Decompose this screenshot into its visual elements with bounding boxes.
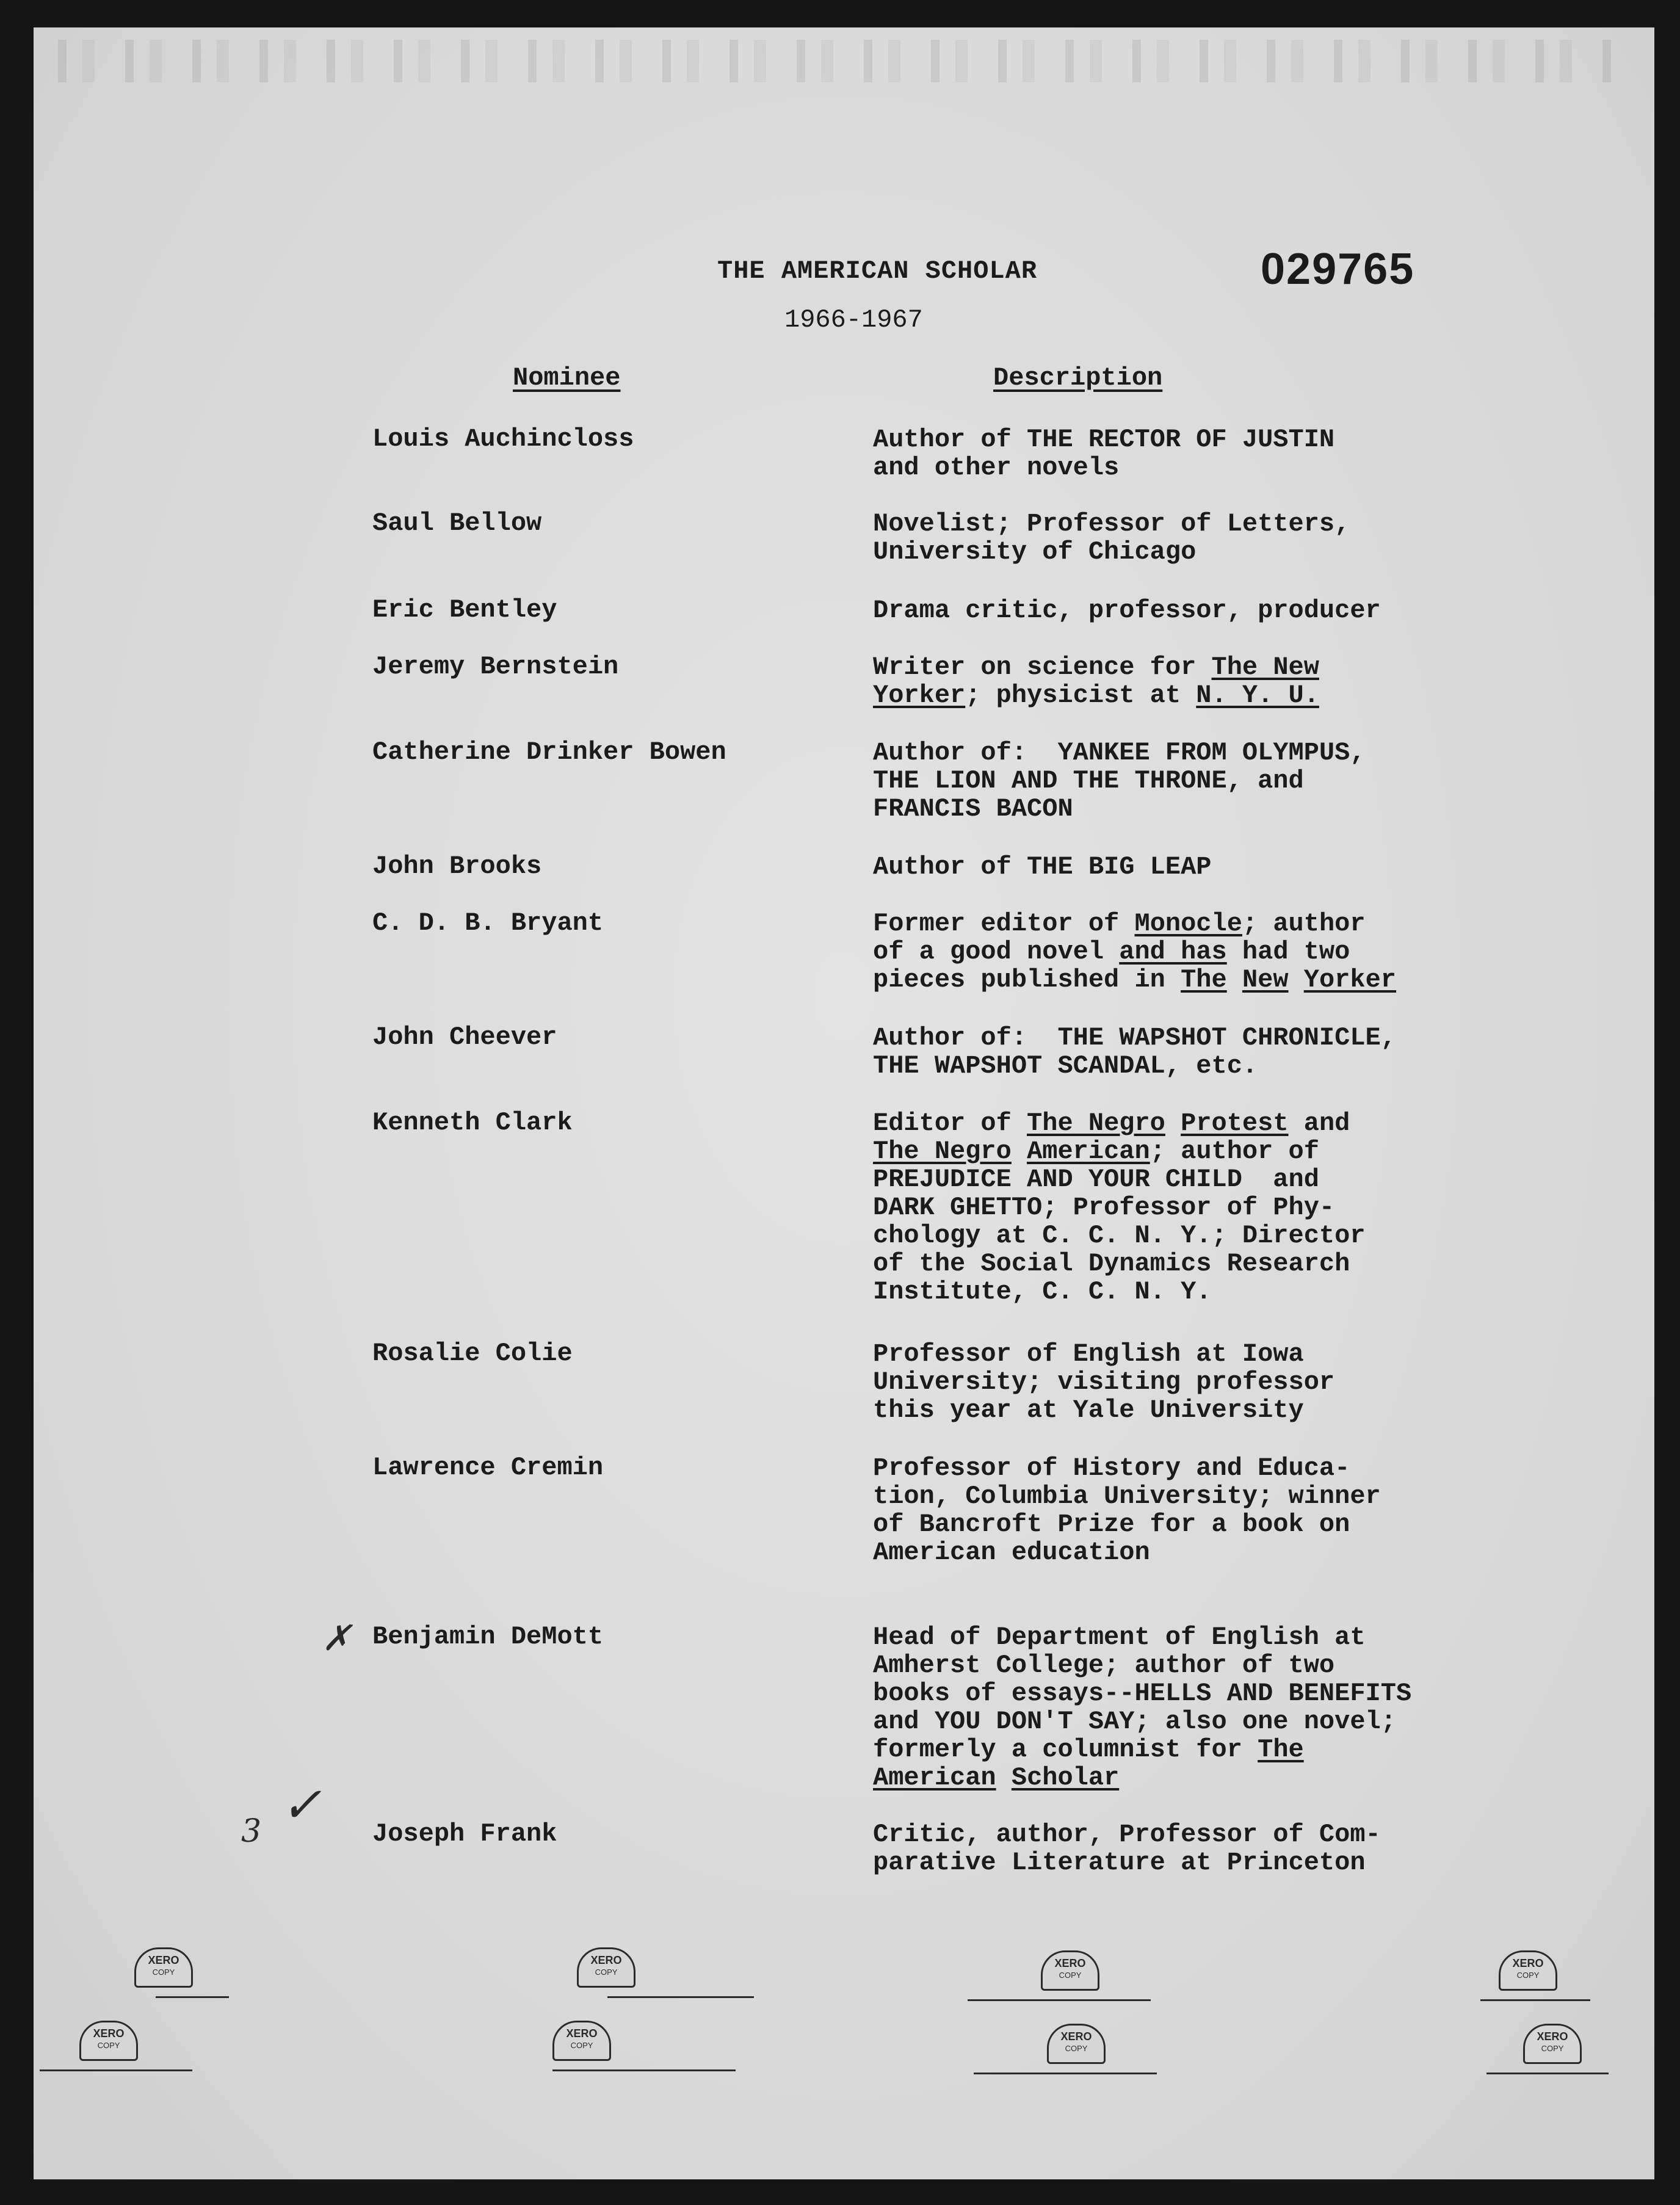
xero-copy-stamp: XERO COPY (1499, 1950, 1557, 1991)
nominee-name: C. D. B. Bryant (372, 908, 604, 938)
document-title: THE AMERICAN SCHOLAR (717, 256, 1038, 286)
xero-copy-stamp: XERO COPY (577, 1947, 635, 1988)
desc-line: Editor of The Negro Protest and (873, 1109, 1350, 1138)
stamp-rule (607, 1996, 754, 1998)
nominee-description: Professor of English at Iowa University; visiting professor this year at Yale University (873, 1339, 1335, 1425)
nominee-description: Editor of The Negro Protest and The Negro American; author of PREJUDICE AND YOUR CHILD and DARK GHETTO; Professor of Phy- chology at C. C. N. Y.; Director of the Social Dynamics Research Institute, C. C. N. Y. (873, 1109, 1366, 1306)
desc-line: Former editor of Monocle; author (873, 909, 1366, 938)
document-page (34, 27, 1654, 2179)
publication-title: The (1181, 965, 1227, 994)
xero-copy-stamp: XERO COPY (79, 2021, 138, 2061)
nominee-description: Author of: YANKEE FROM OLYMPUS, THE LION AND THE THRONE, and FRANCIS BACON (873, 738, 1366, 824)
desc-line: pieces published in The New Yorker (873, 965, 1397, 994)
desc-line: Yorker; physicist at N. Y. U. (873, 681, 1319, 710)
nominee-description (873, 910, 1396, 994)
publication-title: The Negro (1027, 1109, 1165, 1138)
desc-line: The Negro American; author of (873, 1137, 1319, 1166)
xero-copy-stamp: XERO COPY (1047, 2024, 1106, 2064)
nominee-description: Critic, author, Professor of Com- parative Literature at Princeton (873, 1820, 1381, 1877)
document-years: 1966-1967 (784, 305, 923, 335)
nominee-name: Rosalie Colie (372, 1339, 573, 1368)
stamp-rule (974, 2073, 1157, 2074)
stamp-rule (1486, 2073, 1609, 2074)
nominee-description: Novelist; Professor of Letters, University of Chicago (873, 509, 1350, 567)
institution-abbrev: N. Y. U. (1196, 681, 1319, 710)
publication-title: The New (1211, 653, 1319, 682)
publication-title: Yorker (873, 681, 966, 710)
handwritten-mark: ✗ (322, 1617, 352, 1659)
handwritten-number: 3 (241, 1813, 262, 1850)
nominee-name: Joseph Frank (372, 1819, 557, 1848)
publication-title: Monocle (1134, 909, 1242, 938)
nominee-description: Author of: THE WAPSHOT CHRONICLE, THE WAPSHOT SCANDAL, etc. (873, 1023, 1396, 1081)
nominee-description: Author of THE BIG LEAP (873, 852, 1212, 882)
nominee-name: Louis Auchincloss (372, 424, 634, 454)
nominee-name: Benjamin DeMott (372, 1622, 604, 1651)
desc-line: Writer on science for The New (873, 653, 1319, 682)
document-number: 029765 (1261, 245, 1415, 294)
xero-copy-stamp: XERO COPY (134, 1947, 193, 1988)
stamp-rule (552, 2069, 736, 2071)
nominee-name: Kenneth Clark (372, 1108, 573, 1137)
scan-noise (58, 40, 1621, 82)
xero-copy-stamp: XERO COPY (1041, 1950, 1099, 1991)
nominee-name: Catherine Drinker Bowen (372, 737, 726, 767)
nominee-name: John Brooks (372, 852, 542, 881)
stamp-rule (40, 2069, 192, 2071)
desc-line: formerly a columnist for The (873, 1735, 1304, 1764)
stamp-rule (968, 1999, 1151, 2001)
nominee-description: Drama critic, professor, producer (873, 596, 1381, 625)
column-header-nominee: Nominee (513, 363, 621, 393)
stamp-rule (156, 1996, 229, 1998)
nominee-description: Author of THE RECTOR OF JUSTIN and other novels (873, 425, 1335, 482)
nominee-name: John Cheever (372, 1023, 557, 1052)
xero-copy-stamp: XERO COPY (552, 2021, 611, 2061)
xero-copy-stamp: XERO COPY (1523, 2024, 1582, 2064)
column-header-description: Description (993, 363, 1163, 393)
underlined-phrase: and has (1119, 937, 1227, 966)
nominee-name: Lawrence Cremin (372, 1453, 604, 1482)
nominee-description: Head of Department of English at Amherst College; author of two books of essays--HELLS AND BENEFITS and YOU DON'T SAY; also one novel; formerly a columnist for The American Scholar (873, 1623, 1412, 1792)
handwritten-check-icon: ✓ (281, 1776, 322, 1833)
nominee-name: Jeremy Bernstein (372, 652, 619, 681)
nominee-description (873, 653, 1319, 709)
nominee-description: Professor of History and Educa- tion, Columbia University; winner of Bancroft Prize for a book on American education (873, 1454, 1381, 1567)
nominee-name: Eric Bentley (372, 595, 557, 625)
publication-title: The Negro (873, 1137, 1012, 1166)
desc-line: American Scholar (873, 1763, 1120, 1792)
stamp-rule (1480, 1999, 1590, 2001)
publication-title: The (1258, 1735, 1304, 1764)
publication-title: American (873, 1763, 996, 1792)
nominee-name: Saul Bellow (372, 509, 542, 538)
desc-line: of a good novel and has had two (873, 937, 1350, 966)
